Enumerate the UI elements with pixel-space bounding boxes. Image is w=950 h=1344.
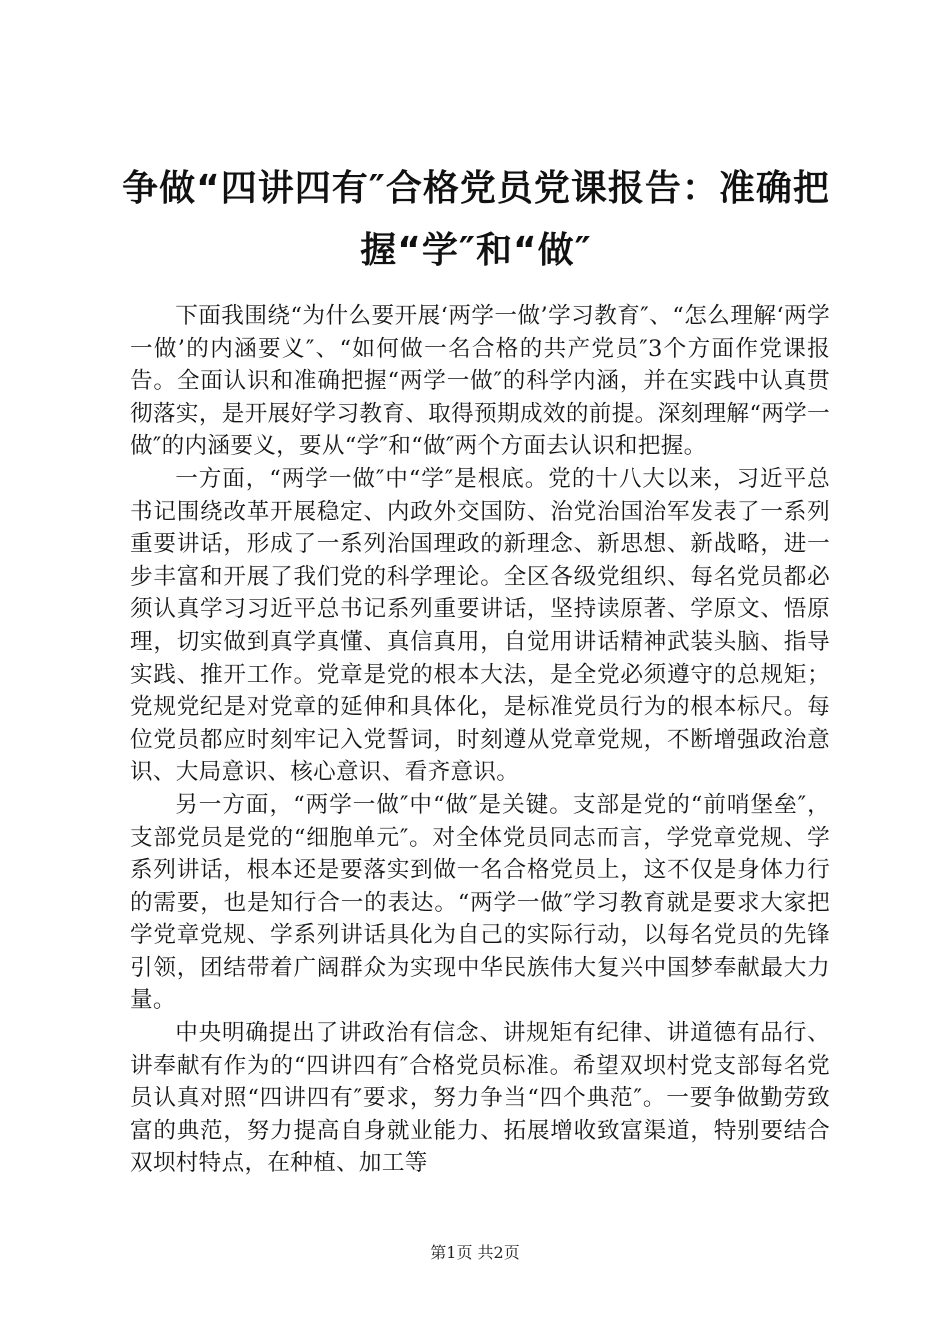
- paragraph: 下面我围绕“为什么要开展‘两学一做’学习教育″、“怎么理解‘两学一做’的内涵要义″、“如何做一名合格的共产党员″3个方面作党课报告。全面认识和准确把握“两学一做″的科学内涵，并在实践中认真贯彻落实，是开展好学习教育、取得预期成效的前提。深刻理解“两学一做″的内涵要义，要从“学″和“做″两个方面去认识和把握。: [130, 303, 830, 460]
- paragraph: 一方面，“两学一做″中“学″是根底。党的十八大以来，习近平总书记围绕改革开展稳定、内政外交国防、治党治国治军发表了一系列重要讲话，形成了一系列治国理政的新理念、新思想、新战略，进一步丰富和开展了我们党的科学理论。全区各级党组织、每名党员都必须认真学习习近平总书记系列重要讲话，坚持读原著、学原文、悟原理，切实做到真学真懂、真信真用，自觉用讲话精神武装头脑、指导实践、推开工作。党章是党的根本大法，是全党必须遵守的总规矩；党规党纪是对党章的延伸和具体化，是标准党员行为的根本标尺。每位党员都应时刻牢记入党誓词，时刻遵从党章党规，不断增强政治意识、大局意识、核心意识、看齐意识。: [130, 465, 830, 786]
- paragraph: 另一方面，“两学一做″中“做″是关键。支部是党的“前哨堡垒″，支部党员是党的“细胞单元″。对全体党员同志而言，学党章党规、学系列讲话，根本还是要落实到做一名合格党员上，这不仅是身体力行的需要，也是知行合一的表达。“两学一做″学习教育就是要求大家把学党章党规、学系列讲话具化为自己的实际行动，以每名党员的先锋引领，团结带着广阔群众为实现中华民族伟大复兴中国梦奉献最大力量。: [130, 791, 830, 1014]
- page-footer: [0, 1243, 950, 1263]
- page-number: 第1页 共2页: [430, 1243, 520, 1262]
- document-body: [130, 300, 830, 1180]
- document-title: 争做“四讲四有″合格党员党课报告：准确把握“学″和“做″: [122, 168, 830, 271]
- paragraph: 中央明确提出了讲政治有信念、讲规矩有纪律、讲道德有品行、讲奉献有作为的“四讲四有″合格党员标准。希望双坝村党支部每名党员认真对照“四讲四有″要求，努力争当“四个典范″。一要争做勤劳致富的典范，努力提高自身就业能力、拓展增收致富渠道，特别要结合双坝村特点，在种植、加工等: [130, 1020, 830, 1177]
